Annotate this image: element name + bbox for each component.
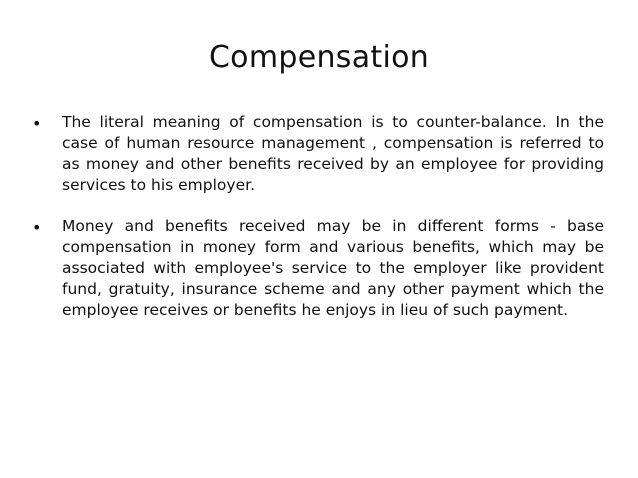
bullet-marker-icon: • — [32, 114, 42, 133]
bullet-item — [32, 112, 604, 196]
bullet-marker-icon: • — [32, 218, 42, 237]
bullet-list — [32, 112, 604, 321]
bullet-item — [32, 216, 604, 321]
bullet-text: The literal meaning of compensation is to counter-balance. In the case of human resource management , compensation is referred to as money and other benefits received by an employee for providing services to his employer. — [62, 113, 604, 194]
slide-title: Compensation — [208, 40, 430, 75]
bullet-text: Money and benefits received may be in different forms - base compensation in money form and various benefits, which may be associated with employee's service to the employer like provident fund, gratuity, insurance scheme and any other payment which the employee receives or benefits he enjoys in lieu of such payment. — [62, 217, 604, 319]
